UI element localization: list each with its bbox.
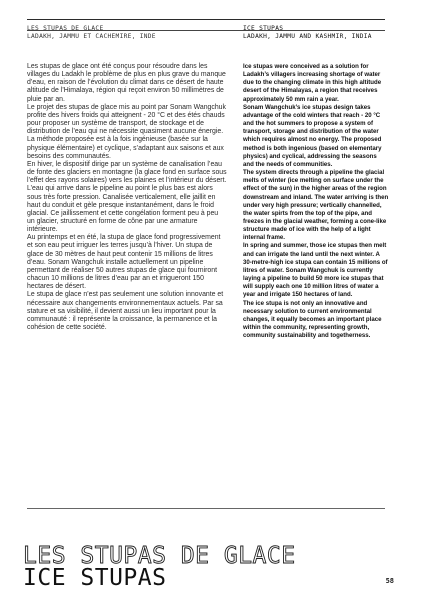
french-paragraph: Au printemps et en été, la stupa de glace fond progressivement et son eau peut irriguer les terres jusqu’à l’hiver. Un stupa de glace de 30 mètres de haut peut contenir 15 millions de litres d’eau. Sonam Wangchuk installe actuellement un pipeline permettant de réaliser 50 autres stupas de glace qui fourniront chacun 10 millions de litres d’eau par an et irrigueront 150 hectares de désert. [27,234,221,291]
french-paragraph: Le stupa de glace n’est pas seulement une solution innovante et nécessaire aux changements environnementaux actuels. Par sa stature et sa visibilité, il devient aussi un lieu important pour la communauté : il représente la croissance, la permanence et la cohésion de cette société. [27,291,224,331]
header-subtitle-fr: LADAKH, JAMMU ET CACHEMIRE, INDE [27,33,156,40]
footer-title-fr: LES STUPAS DE GLACE [23,543,296,569]
english-paragraph: The system directs through a pipeline the glacial melts of winter (ice melting on surface under the effect of the sun) in the higher areas of the region downstream and inland. The water arriving is then under very high pressure; vertically channelled, the water spirts from the top of the pipe, and freezes in the glacial weather, forming a cone-like structure made of ice with the help of a light internal frame. [243,169,389,242]
header-subtitle-en: LADAKH, JAMMU AND KASHMIR, INDIA [243,33,372,40]
header-title-fr: LES STUPAS DE GLACE [27,25,104,32]
french-paragraph: Le projet des stupas de glace mis au point par Sonam Wangchuk profite des hivers froids qui atteignent - 20 °C et des étés chauds pour proposer un système de transport, de stockage et de distribution de l’eau qui ne nécessite quasiment aucune énergie. La méthode proposée est à la fois ingénieuse (basée sur la physique élémentaire) et cyclique, s’adaptant aux saisons et aux besoins des communautés. [27,103,226,160]
french-paragraph: Les stupas de glace ont été conçus pour résoudre dans les villages du Ladakh le problème de plus en plus grave du manque d’eau, en raison de l’évolution du climat dans ce désert de haute altitude de l’Himalaya, région qui reçoit environ 50 millimètres de pluie par an. [27,63,226,103]
english-paragraph: In spring and summer, those ice stupas then melt and can irrigate the land until the next winter. A 30-metre-high ice stupa can contain 15 millions of litres of water. Sonam Wangchuk is currently laying a pipeline to build 50 more ice stupas that will supply each one 10 million litres of water a year and irrigate 150 hectares of land. [243,242,388,299]
french-paragraph: En hiver, le dispositif dirige par un système de canalisation l’eau de fonte des glaciers en montagne (la glace fond en surface sous l’effet des rayons solaires) vers les plaines et l’intérieur du désert. L’eau qui arrive dans le pipeline au point le plus bas est alors sous très forte pression. Canalisée verticalement, elle jaillit en haut du conduit et gèle presque instantanément, dans le froid glacial. Ce jaillissement et cette congélation forment peu à peu un glacier, structuré en forme de cône par une armature intérieure. [27,160,227,234]
footer-rule [27,508,385,509]
header-left [27,25,217,41]
top-rule [27,19,385,20]
header-title-en: ICE STUPAS [243,25,284,32]
english-paragraph: Sonam Wangchuk’s ice stupas design takes advantage of the cold winters that reach - 20 °C and the hot summers to propose a system of transport, storage and distribution of the water which requires almost no energy. The proposed method is both ingenious (based on elementary physics) and cyclical, addressing the seasons and the needs of communities. [243,103,382,168]
french-text-column [27,63,227,332]
header-right [243,25,393,41]
english-text-column [243,63,389,340]
english-paragraph: Ice stupas were conceived as a solution for Ladakh’s villagers increasing shortage of water due to the changing climate in this high altitude desert of the Himalayas, a region that receives approximately 50 mm rain a year. [243,63,382,103]
english-paragraph: The ice stupa is not only an innovative and necessary solution to current environmental changes, it equally becomes an important place within the community, representing growth, community sustainability and togetherness. [243,299,382,340]
page-number: 58 [385,577,394,585]
footer-title-en: ICE STUPAS [23,565,167,591]
